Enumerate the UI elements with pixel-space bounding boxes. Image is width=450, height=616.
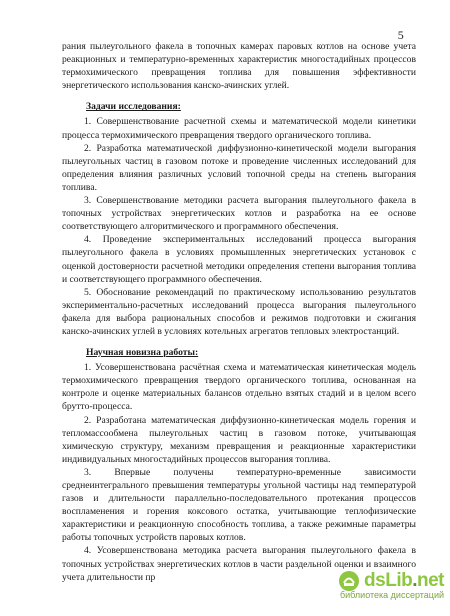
dslib-watermark	[284, 570, 444, 612]
novelty-item-1: 1. Усовершенствована расчётная схема и математическая кинетическая модель термохимического превращения твердого органического топлива, основанная на контроле и оценке материальных балансов отдельно взятых стадий и в целом всего брутто-процесса.	[62, 362, 416, 413]
body-text	[62, 40, 416, 584]
novelty-heading: Научная новизна работы:	[86, 347, 199, 359]
brand-main: dsLib	[364, 570, 413, 591]
task-item-3: 3. Совершенствование методики расчета выгорания пылеугольного факела в топочных устройствах энергетических котлов и разработка на ее основе соответствующего алгоритмического и программного обеспечения.	[62, 195, 416, 233]
brand-tld: net	[417, 570, 444, 591]
task-item-1: 1. Совершенствование расчетной схемы и математической модели кинетики процесса термохимического превращения твердого органического топлива.	[62, 116, 416, 141]
page-number: 5	[397, 28, 404, 42]
task-item-2: 2. Разработка математической диффузионно-кинетической модели выгорания пылеугольных частиц в газовом потоке и проведение численных исследований для определения влияния различных условий топочной среды на степень выгорания топлива.	[62, 142, 416, 193]
novelty-item-2: 2. Разработана математическая диффузионно-кинетическая модель горения и тепломассообмена пылеугольных частиц в газовом потоке, учитывающая химическую структуру, механизм превращения и реакционные характеристики индивидуальных многостадийных процессов выгорания топлива.	[62, 414, 416, 465]
intro-paragraph: рания пылеугольного факела в топочных камерах паровых котлов на основе учета реакционных и температурно-временных характеристик многостадийных процессов термохимического превращения топлива для повышения эффективности энергетического использования канско-ачинских углей.	[62, 41, 416, 92]
watermark-tagline: библиотека диссертаций	[339, 590, 444, 600]
watermark-brand	[364, 570, 444, 592]
brand-dot: .	[412, 570, 417, 591]
novelty-item-4: 4. Усовершенствована методика расчета выгорания пылеугольного факела в топочных устройствах энергетических котлов в части раздельной оценки и взаимного учета длительности пр	[62, 545, 416, 583]
novelty-item-3: 3. Впервые получены температурно-временные зависимости среднеинтегрального превышения температуры угольной частицы над температурой газов и длительности параллельно-последовательного протекания процессов воспламенения и горения коксового остатка, учитывающие теплофизические характеристики и реакционную способность топлива, а также режимные параметры работы топочных устройств паровых котлов.	[62, 466, 416, 544]
task-item-5: 5. Обоснование рекомендаций по практическому использованию результатов экспериментально-расчетных исследований процесса выгорания пылеугольного факела для выбора рациональных способов и режимов подготовки и сжигания канско-ачинских углей в условиях котельных агрегатов тепловых электростанций.	[62, 286, 416, 337]
dslib-logo-icon	[338, 570, 360, 592]
tasks-heading: Задачи исследования:	[86, 101, 181, 113]
task-item-4: 4. Проведение экспериментальных исследований процесса выгорания пылеугольного факела в условиях промышленных энергетических установок с оценкой достоверности расчетной методики определения степени выгорания топлива и соответствующего программного обеспечения.	[62, 234, 416, 285]
